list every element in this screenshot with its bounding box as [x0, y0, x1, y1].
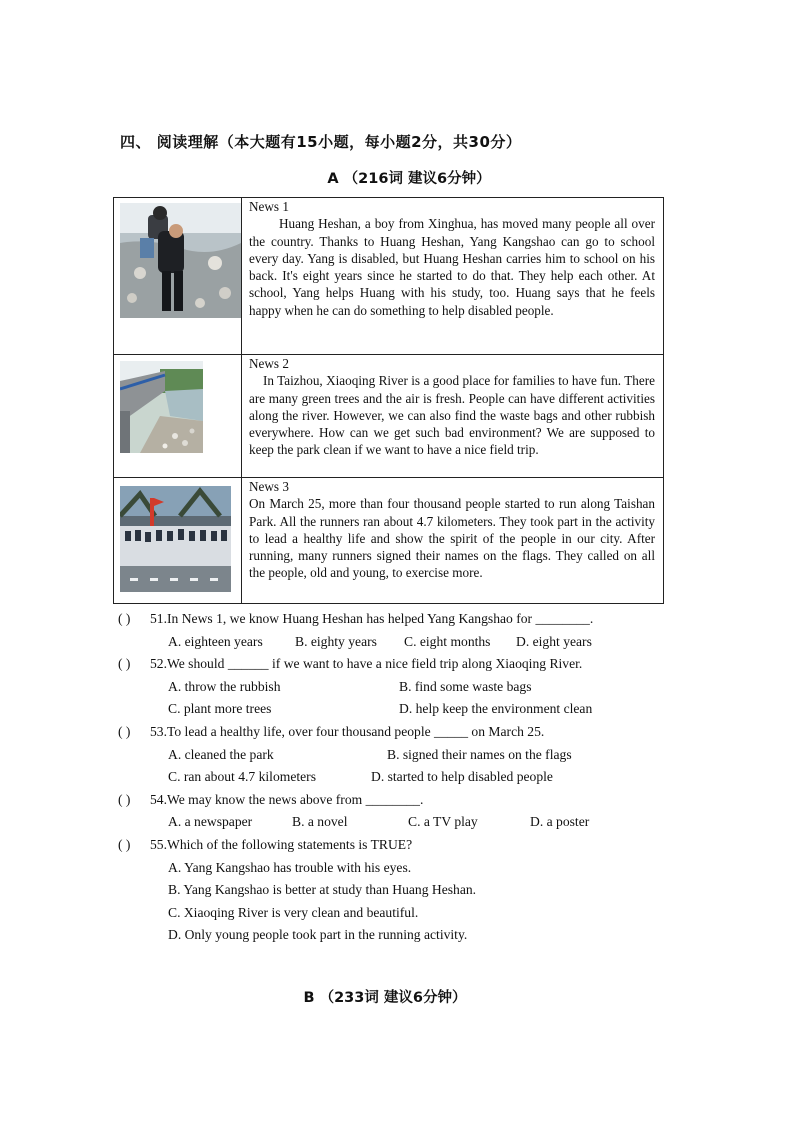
part-a-heading: A （216词 建议6分钟）: [327, 171, 491, 187]
options-row: [118, 924, 678, 947]
options-row: [118, 631, 678, 654]
question-52: [118, 653, 678, 676]
option-b: B. a novel: [292, 814, 348, 830]
news-1-image-cell: [114, 198, 242, 355]
news-3-text: [242, 478, 664, 604]
options-row: [118, 811, 678, 834]
news-3-title: News 3: [249, 479, 289, 494]
options-row: [118, 857, 678, 880]
options-row: [118, 744, 678, 767]
news-row: [114, 478, 664, 604]
question-51: [118, 608, 678, 631]
answer-blank[interactable]: ( ): [118, 611, 131, 626]
news-2-text: [242, 355, 664, 478]
option-a: A. cleaned the park: [168, 746, 274, 762]
options-row: [118, 879, 678, 902]
option-b: B. eighty years: [295, 633, 377, 649]
news-3-image-cell: [114, 478, 242, 604]
news-3-photo: [120, 486, 231, 592]
option-b: B. signed their names on the flags: [387, 746, 572, 762]
question-stem: 52.We should ______ if we want to have a nice field trip along Xiaoqing River.: [150, 656, 583, 672]
option-c: C. ran about 4.7 kilometers: [168, 769, 316, 785]
news-table: [113, 197, 664, 604]
news-1-photo: [120, 203, 241, 318]
news-2-image-cell: [114, 355, 242, 478]
options-row: [118, 676, 678, 699]
part-b-heading: B （233词 建议6分钟）: [303, 990, 467, 1006]
option-d: D. a poster: [530, 814, 590, 830]
news-1-text: [242, 198, 664, 355]
option-a: A. a newspaper: [168, 814, 253, 830]
question-stem: 53.To lead a healthy life, over four thousand people _____ on March 25.: [150, 723, 545, 739]
options-row: [118, 698, 678, 721]
option-a: A. Yang Kangshao has trouble with his eyes.: [168, 859, 412, 875]
question-stem: 55.Which of the following statements is TRUE?: [150, 836, 413, 852]
options-row: [118, 902, 678, 925]
news-1-title: News 1: [249, 199, 289, 214]
option-a: A. eighteen years: [168, 633, 263, 649]
option-d: D. Only young people took part in the running activity.: [168, 927, 468, 943]
news-3-body: On March 25, more than four thousand people started to run along Taishan Park. All the runners ran about 4.7 kilometers. They took part in the activity to lead a healthy life and show the spirit of the people in our city. After running, many runners signed their names on the flags. They called on all the people, old and young, to exercise more.: [249, 496, 655, 581]
options-row: [118, 766, 678, 789]
question-stem: 54.We may know the news above from ________.: [150, 791, 424, 807]
answer-blank[interactable]: ( ): [118, 836, 131, 852]
option-b: B. find some waste bags: [399, 678, 532, 694]
option-c: C. Xiaoqing River is very clean and beautiful.: [168, 904, 419, 920]
option-c: C. plant more trees: [168, 701, 272, 717]
option-c: C. eight months: [404, 633, 491, 649]
news-row: [114, 198, 664, 355]
option-d: D. eight years: [516, 633, 592, 649]
option-d: D. help keep the environment clean: [399, 701, 593, 717]
section-heading: 四、 阅读理解（本大题有15小题，每小题2分，共30分）: [120, 133, 522, 151]
news-row: [114, 355, 664, 478]
answer-blank[interactable]: ( ): [118, 656, 131, 672]
answer-blank[interactable]: ( ): [118, 791, 131, 807]
question-53: [118, 721, 678, 744]
questions-block: [118, 608, 678, 947]
question-54: [118, 789, 678, 812]
news-2-body: In Taizhou, Xiaoqing River is a good place for families to have fun. There are many green trees and the air is fresh. People can have different activities along the river. However, we can also find the waste bags and other rubbish everywhere. How can we get such bad environment? We are supposed to keep the park clean if we want to have a nice field trip.: [249, 373, 655, 458]
option-c: C. a TV play: [408, 814, 478, 830]
option-b: B. Yang Kangshao is better at study than Huang Heshan.: [168, 882, 477, 898]
news-1-body: Huang Heshan, a boy from Xinghua, has moved many people all over the country. Thanks to Huang Heshan, Yang Kangshao can go to school every day. Yang is disabled, but Huang Heshan carries him to school on his back. It's eight years since he started to do that. They help each other. At school, Yang helps Huang with his study, too. Huang says that he feels happy when he can do something to help disabled people.: [249, 216, 655, 318]
option-d: D. started to help disabled people: [371, 769, 553, 785]
news-2-photo: [120, 361, 203, 453]
option-a: A. throw the rubbish: [168, 678, 281, 694]
news-2-title: News 2: [249, 356, 289, 371]
question-55: [118, 834, 678, 857]
answer-blank[interactable]: ( ): [118, 723, 131, 739]
question-stem: 51.In News 1, we know Huang Heshan has helped Yang Kangshao for ________.: [150, 611, 594, 626]
